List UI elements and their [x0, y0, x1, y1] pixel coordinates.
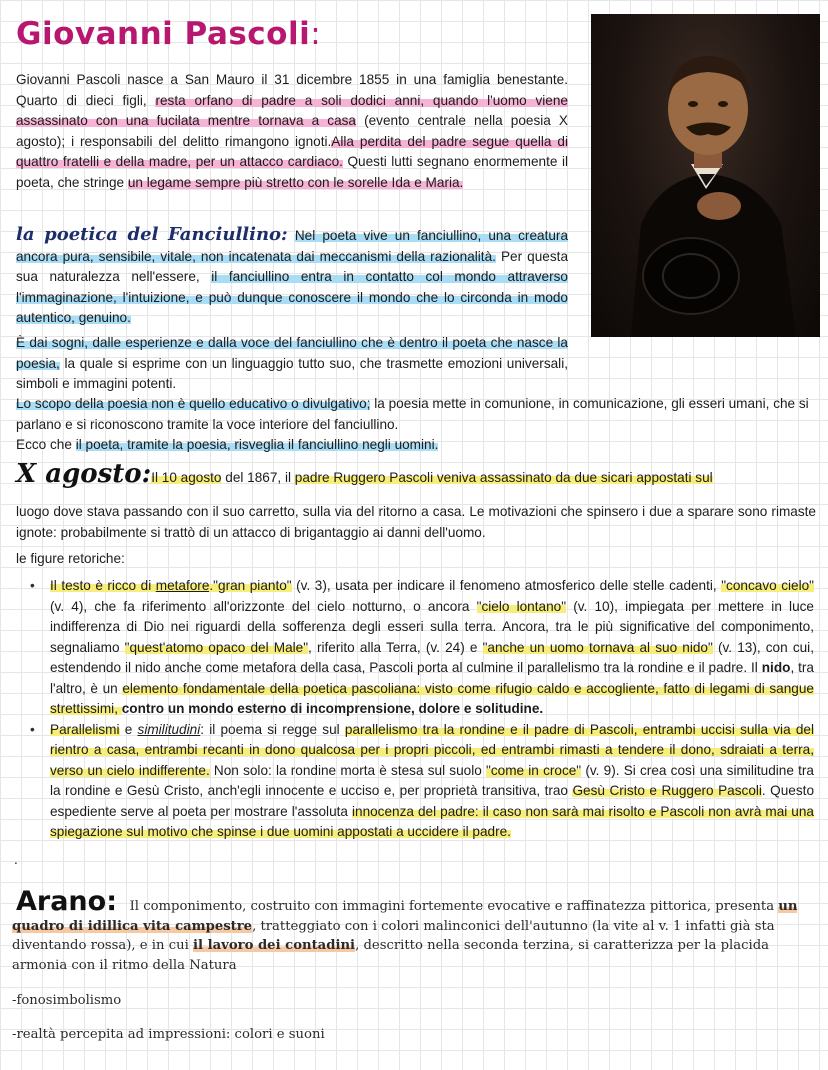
list-item: • Il testo è ricco di metafore."gran pianto" (v. 3), usata per indicare il fenomeno atmosferico delle stelle cadenti, "concavo cielo" (v. 4), che fa riferimento all'orizzonte del cielo notturno, o ancora "cielo lontano" (v. 10), impiegata per mettere in luce indifferenza di Dio nei riguardi della sofferenza degli esseri sulla terra. Ancora, tra le più significative del componimento, segnaliamo "quest'atomo opaco del Male", riferito alla Terra, (v. 24) e "anche un uomo tornava al suo nido" (v. 13), con cui, estendendo il nido anche come metafora della casa, Pascoli porta al culmine il parallelismo tra la rondine e il padre. Il nido, tra l'altro, è un elemento fondamentale della poetica pascoliana: visto come rifugio caldo e accogliente, fatto di legami di sangue strettissimi, contro un mondo esterno di incomprensione, dolore e solitudine.: [50, 576, 814, 720]
fanciullino-heading: la poetica del Fanciullino:: [16, 224, 288, 245]
page-title: Giovanni Pascoli:: [16, 16, 322, 52]
fanciullino-paragraph-3: Lo scopo della poesia non è quello educativo o divulgativo; la poesia mette in comunione, in comunicazione, gli esseri umani, che si parlano e si riconoscono tramite la voce interiore del fanciullino. Ecco che il poeta, tramite la poesia, risveglia il fanciullino negli uomini.: [16, 396, 809, 452]
agosto-paragraph: luogo dove stava passando con il suo carretto, sulla via del ritorno a casa. Le motivazioni che spinsero i due a sparare sono rimaste ignote: probabilmente si trattò di un attacco di brigantaggio ai danni dell'uomo.: [16, 504, 816, 540]
stray-dot: .: [14, 852, 18, 867]
arano-heading: Arano:: [16, 886, 117, 917]
portrait-photo: [591, 14, 820, 337]
agosto-heading: X agosto:: [16, 459, 152, 489]
list-item: • Parallelismi e similitudini: il poema si regge sul parallelismo tra la rondine e il padre di Pascoli, entrambi uccisi sulla via del rientro a casa, entrambi recanti in dono qualcosa per i propri piccoli, ed entrambi rimasti a tendere il dono, sdraiati a terra, verso un cielo indifferente. Non solo: la rondine morta è stesa sul suolo "come in croce" (v. 9). Si crea così una similitudine tra la rondine e Gesù Cristo, anch'egli innocente e ucciso e, per proprietà transitiva, trao Gesù Cristo e Ruggero Pascoli. Questo espediente serve al poeta per mostrare l'assoluta innocenza del padre: il caso non sarà mai risolto e Pascoli non avrà mai una spiegazione sul motivo che spinse i due uomini appostati a uccidere il padre.: [50, 720, 814, 843]
figure-retoriche-label: le figure retoriche:: [16, 551, 125, 566]
arano-item-fonosimbolismo: -fonosimbolismo: [12, 993, 122, 1008]
intro-paragraph: Giovanni Pascoli nasce a San Mauro il 31 dicembre 1855 in una famiglia benestante. Quarto di dieci figli, resta orfano di padre a soli dodici anni, quando l'uomo viene assassinato con una fucilata mentre tornava a casa (evento centrale nella poesia X agosto); i responsabili del delitto rimangono ignoti.Alla perdita del padre segue quella di quattro fratelli e della madre, per un attacco cardiaco. Questi lutti segnano enormemente il poeta, che stringe un legame sempre più stretto con le sorelle Ida e Maria.: [16, 72, 569, 190]
figure-list: [16, 576, 814, 843]
agosto-section: X agosto:Il 10 agosto del 1867, il padre Ruggero Pascoli veniva assassinato da due sicari appostati sul: [16, 459, 713, 489]
fanciullino-section: la poetica del Fanciullino: Nel poeta vive un fanciullino, una creatura ancora pura, sensibile, vitale, non incatenata dai meccanismi della razionalità. Per questa sua naturalezza nell'essere, il fanciullino entra in contatto col mondo attraverso l'immaginazione, l'intuizione, e può dunque conoscere il mondo che lo circonda in modo autentico, genuino.: [16, 224, 569, 325]
arano-section: Arano: Il componimento, costruito con immagini fortemente evocative e raffinatezza pittorica, presenta un quadro di idillica vita campestre, tratteggiato con i colori malinconici dell'autunno (la vite al v. 1 infatti già sta diventando rossa), e in cui il lavoro dei contadini, descritto nella seconda terzina, si caratterizza per la placida armonia con il ritmo della Natura: [12, 886, 798, 973]
portrait-illustration: [591, 14, 820, 337]
fanciullino-paragraph-2: È dai sogni, dalle esperienze e dalla voce del fanciullino che è dentro il poeta che nasce la poesia, la quale si esprime con un linguaggio tutto suo, che trasmette emozioni universali, simboli e immagini potenti.: [16, 335, 568, 391]
arano-item-realta: -realtà percepita ad impressioni: colori e suoni: [12, 1027, 325, 1042]
